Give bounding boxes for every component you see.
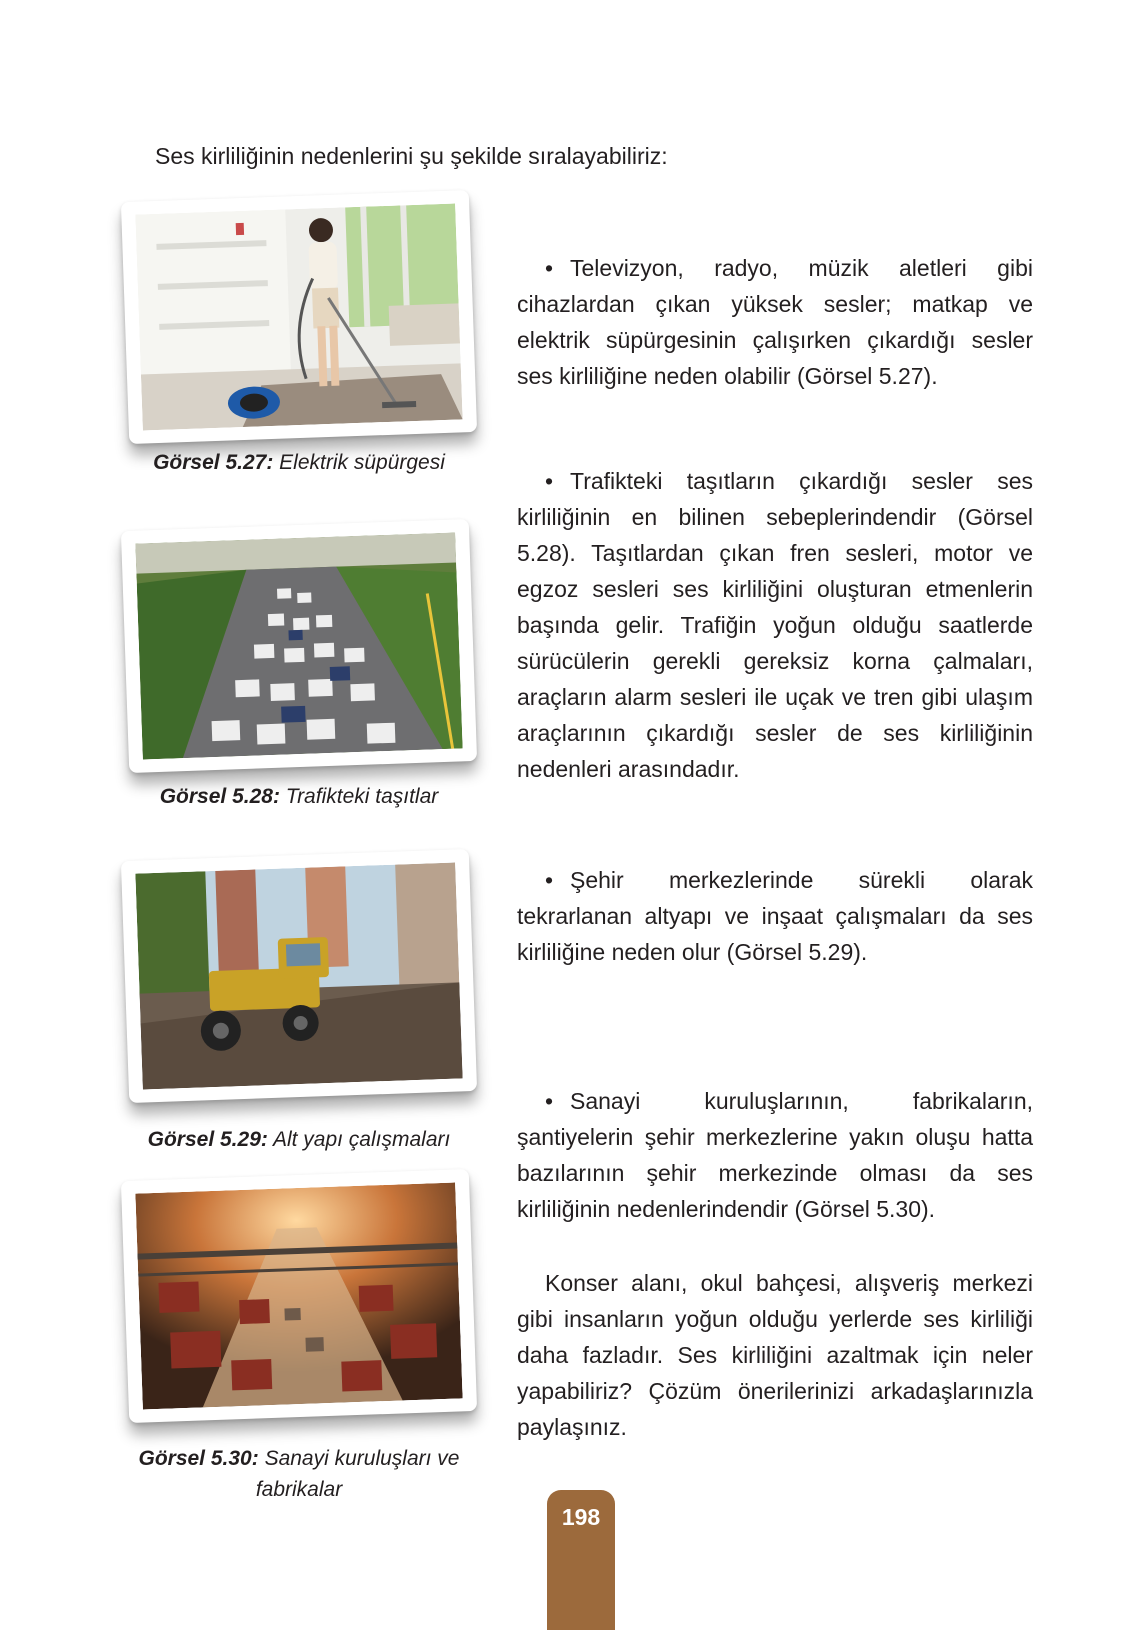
photo-road-construction (121, 849, 477, 1103)
paragraph-bullet-2 (517, 463, 1033, 787)
figure-caption-5-27 (125, 447, 473, 478)
photo-factory (121, 1169, 477, 1423)
paragraph-bullet-1 (517, 250, 1033, 394)
paragraph-text: Şehir merkezlerinde sürekli olarak tekrarlanan altyapı ve inşaat çalışmaları da ses kirliliğine neden olur (Görsel 5.29). (517, 867, 1033, 965)
figure-caption-text: Elektrik süpürgesi (279, 451, 445, 474)
figure-caption-text: Sanayi kuruluşları ve (264, 1447, 460, 1470)
paragraph-bullet-4 (517, 1083, 1033, 1227)
intro-text: Ses kirliliğinin nedenlerini şu şekilde sıralayabiliriz: (155, 143, 668, 169)
road-construction-image (135, 862, 462, 1089)
vacuum-cleaner-image (135, 203, 462, 430)
figure-label: Görsel 5.30: (138, 1447, 259, 1470)
bullet-icon: • (545, 867, 554, 893)
figure-caption-text: Trafikteki taşıtlar (285, 785, 439, 808)
bullet-icon: • (545, 255, 554, 281)
figure-label: Görsel 5.27: (153, 451, 274, 474)
paragraph-text: Televizyon, radyo, müzik aletleri gibi cihazlardan çıkan yüksek sesler; matkap ve elektrik süpürgesinin çalışırken çıkardığı sesler ses kirliliğine neden olabilir (Görsel 5.27). (517, 255, 1033, 389)
paragraph-text: Sanayi kuruluşlarının, fabrikaların, şantiyelerin şehir merkezlerine yakın oluşu hatta bazılarının şehir merkezinde olması da ses kirliliğinin nedenlerindendir (Görsel 5.30). (517, 1088, 1033, 1222)
bullet-icon: • (545, 468, 554, 494)
photo-traffic (121, 519, 477, 773)
photo-vacuum-cleaner (121, 190, 477, 444)
figure-caption-text-line2: fabrikalar (255, 1478, 343, 1501)
figure-caption-text: Alt yapı çalışmaları (272, 1128, 451, 1151)
paragraph-text: Trafikteki taşıtların çıkardığı sesler ses kirliliğinin en bilinen sebeplerindendir (Görsel 5.28). Taşıtlardan çıkan fren sesleri, motor ve egzoz sesleri ses kirliliğini oluşturan etmenlerin başında gelir. Trafiğin yoğun olduğu saatlerde sürücülerin gerekli gereksiz korna çalmaları, araçların alarm sesleri ile uçak ve tren gibi ulaşım araçlarının çıkardığı sesler de ses kirliliğinin nedenleri arasındadır. (517, 468, 1033, 782)
figure-label: Görsel 5.29: (147, 1128, 268, 1151)
paragraph-bullet-3 (517, 862, 1033, 970)
figure-caption-5-30 (125, 1443, 473, 1505)
figure-caption-5-29 (125, 1124, 473, 1155)
paragraph-question (517, 1265, 1033, 1445)
traffic-image (135, 532, 462, 759)
page-number-tab (547, 1490, 615, 1630)
figure-label: Görsel 5.28: (159, 785, 280, 808)
page-number: 198 (561, 1504, 601, 1530)
paragraph-text: Konser alanı, okul bahçesi, alışveriş merkezi gibi insanların yoğun olduğu yerlerde ses kirliliği daha fazladır. Ses kirliliğini azaltmak için neler yapabiliriz? Çözüm önerilerinizi arkadaşlarınızla paylaşınız. (517, 1270, 1033, 1440)
factory-image (135, 1182, 462, 1409)
figure-caption-5-28 (125, 781, 473, 812)
bullet-icon: • (545, 1088, 554, 1114)
